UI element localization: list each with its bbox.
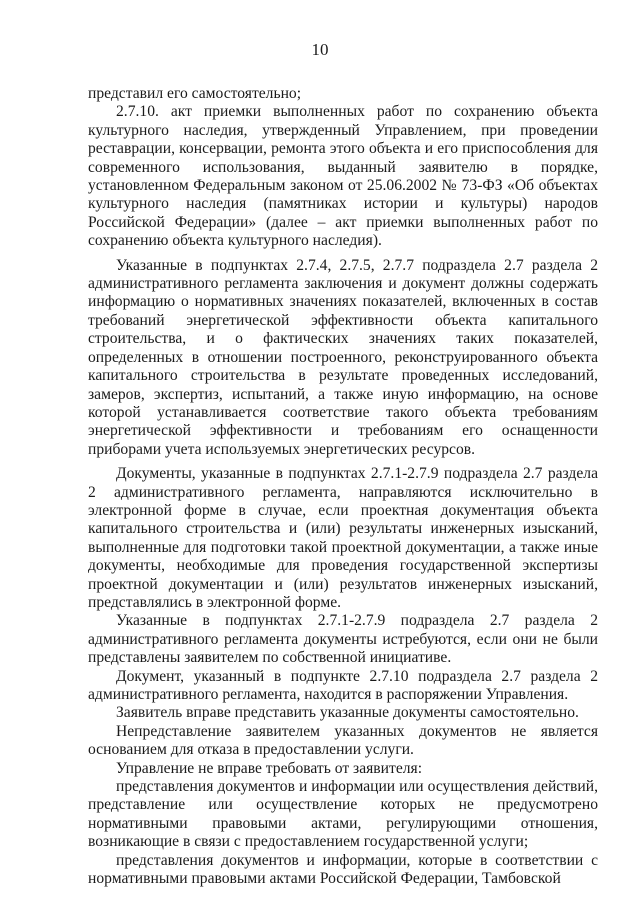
document-body bbox=[88, 85, 598, 888]
paragraph: Документы, указанные в подпунктах 2.7.1-2.7.9 подраздела 2.7 раздела 2 административного регламента, направляются исключительно в электронной форме в случае, если проектная документация объекта капитального строительства и (или) результаты инженерных изысканий, выполненные для подготовки такой проектной документации, а также иные документы, необходимые для проведения государственной экспертизы проектной документации и (или) результатов инженерных изысканий, представлялись в электронной форме. bbox=[88, 465, 598, 611]
paragraph: Указанные в подпунктах 2.7.1-2.7.9 подраздела 2.7 раздела 2 административного регламента документы истребуются, если они не были представлены заявителем по собственной инициативе. bbox=[88, 612, 598, 667]
paragraph: представления документов и информации или осуществления действий, представление или осуществление которых не предусмотрено нормативными правовыми актами, регулирующими отношения, возникающие в связи с предоставлением государственной услуги; bbox=[88, 778, 598, 851]
paragraph: Документ, указанный в подпункте 2.7.10 подраздела 2.7 раздела 2 административного регламента, находится в распоряжении Управления. bbox=[88, 667, 598, 703]
page-number: 10 bbox=[311, 40, 329, 59]
paragraph: представил его самостоятельно; bbox=[88, 85, 302, 102]
paragraph: Указанные в подпунктах 2.7.4, 2.7.5, 2.7.7 подраздела 2.7 раздела 2 административного регламента заключения и документ должны содержать информацию о нормативных значениях показателей, включенных в состав требований энергетической эффективности объекта капитального строительства, и о фактических значениях таких показателей, определенных в отношении построенного, реконструированного объекта капитального строительства в результате проведенных исследований, замеров, экспертиз, испытаний, а также иную информацию, на основе которой устанавливается соответствие такого объекта требованиям энергетической эффективности и требованиям его оснащенности приборами учета используемых энергетических ресурсов. bbox=[88, 256, 598, 458]
paragraph: 2.7.10. акт приемки выполненных работ по сохранению объекта культурного наследия, утвержденный Управлением, при проведении реставрации, консервации, ремонта этого объекта и его приспособления для современного использования, выданный заявителю в порядке, установленном Федеральным законом от 25.06.2002 № 73-ФЗ «Об объектах культурного наследия (памятниках истории и культуры) народов Российской Федерации» (далее – акт приемки выполненных работ по сохранению объекта культурного наследия). bbox=[88, 103, 598, 250]
paragraph: Управление не вправе требовать от заявителя: bbox=[116, 759, 423, 777]
paragraph: Непредставление заявителем указанных документов не является основанием для отказа в предоставлении услуги. bbox=[88, 722, 598, 759]
paragraph: Заявитель вправе представить указанные документы самостоятельно. bbox=[116, 704, 579, 722]
paragraph: представления документов и информации, которые в соответствии с нормативными правовыми актами Российской Федерации, Тамбовской bbox=[88, 851, 598, 888]
